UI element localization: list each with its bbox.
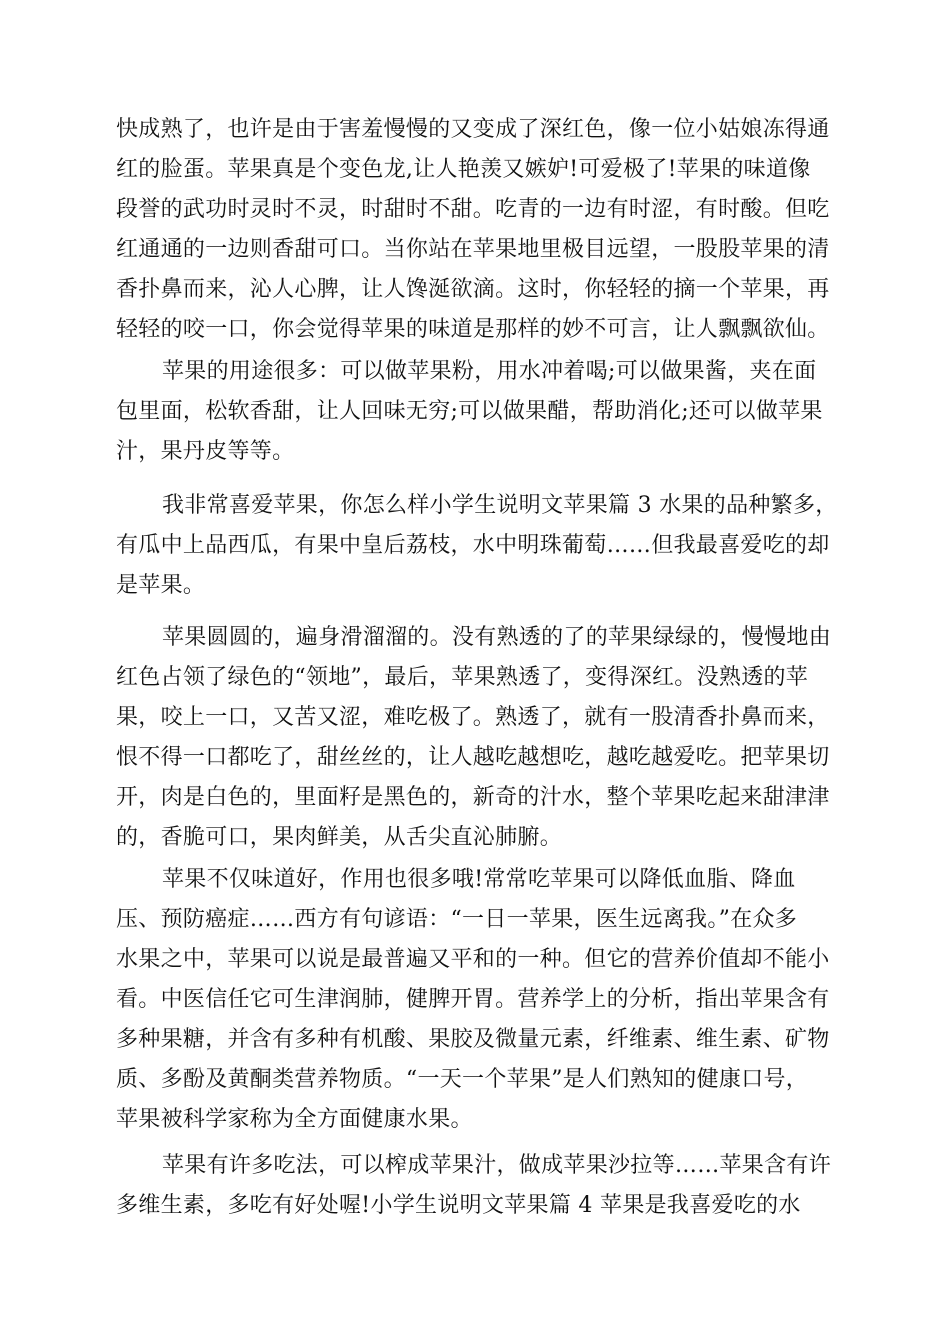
text-line: 红的脸蛋。苹果真是个变色龙,让人艳羡又嫉妒!可爱极了!苹果的味道像 <box>116 157 811 182</box>
text-line: 汁，果丹皮等等。 <box>116 439 295 464</box>
text-line: 我非常喜爱苹果，你怎么样小学生说明文苹果篇 3 水果的品种繁多， <box>162 493 838 518</box>
text-line: 多种果糖，并含有多种有机酸、果胶及微量元素，纤维素、维生素、矿物 <box>116 1027 830 1052</box>
text-line: 是苹果。 <box>116 573 206 598</box>
text-line: 红色占领了绿色的“领地”，最后，苹果熟透了，变得深红。没熟透的苹 <box>116 665 809 690</box>
text-line: 水果之中，苹果可以说是最普遍又平和的一种。但它的营养价值却不能小 <box>116 947 830 972</box>
text-line: 苹果圆圆的，遍身滑溜溜的。没有熟透的了的苹果绿绿的，慢慢地由 <box>162 625 832 650</box>
text-line: 多维生素，多吃有好处喔!小学生说明文苹果篇 4 苹果是我喜爱吃的水 <box>116 1193 801 1218</box>
text-line: 轻轻的咬一口，你会觉得苹果的味道是那样的妙不可言，让人飘飘欲仙。 <box>116 317 830 342</box>
text-line: 开，肉是白色的，里面籽是黑色的，新奇的汁水，整个苹果吃起来甜津津 <box>116 785 830 810</box>
text-line: 的，香脆可口，果肉鲜美，从舌尖直沁肺腑。 <box>116 825 563 850</box>
text-line: 快成熟了，也许是由于害羞慢慢的又变成了深红色，像一位小姑娘冻得通 <box>116 117 830 142</box>
text-line: 苹果被科学家称为全方面健康水果。 <box>116 1107 473 1132</box>
text-line: 苹果有许多吃法，可以榨成苹果汁，做成苹果沙拉等……苹果含有许 <box>162 1153 832 1178</box>
text-line: 苹果的用途很多：可以做苹果粉，用水冲着喝;可以做果酱，夹在面 <box>162 359 817 384</box>
text-line: 有瓜中上品西瓜，有果中皇后荔枝，水中明珠葡萄……但我最喜爱吃的却 <box>116 533 830 558</box>
text-line: 果，咬上一口，又苦又涩，难吃极了。熟透了，就有一股清香扑鼻而来， <box>116 705 830 730</box>
text-line: 恨不得一口都吃了，甜丝丝的，让人越吃越想吃，越吃越爱吃。把苹果切 <box>116 745 830 770</box>
text-line: 压、预防癌症……西方有句谚语：“一日一苹果，医生远离我。”在众多 <box>116 907 798 932</box>
text-line: 质、多酚及黄酮类营养物质。“一天一个苹果”是人们熟知的健康口号， <box>116 1067 809 1092</box>
text-line: 包里面，松软香甜，让人回味无穷;可以做果醋，帮助消化;还可以做苹果 <box>116 399 823 424</box>
text-line: 红通通的一边则香甜可口。当你站在苹果地里极目远望，一股股苹果的清 <box>116 237 830 262</box>
text-line: 香扑鼻而来，沁人心脾，让人馋涎欲滴。这时，你轻轻的摘一个苹果，再 <box>116 277 830 302</box>
text-line: 苹果不仅味道好，作用也很多哦!常常吃苹果可以降低血脂、降血 <box>162 867 796 892</box>
text-line: 段誉的武功时灵时不灵，时甜时不甜。吃青的一边有时涩，有时酸。但吃 <box>116 197 830 222</box>
text-line: 看。中医信任它可生津润肺，健脾开胃。营养学上的分析，指出苹果含有 <box>116 987 830 1012</box>
